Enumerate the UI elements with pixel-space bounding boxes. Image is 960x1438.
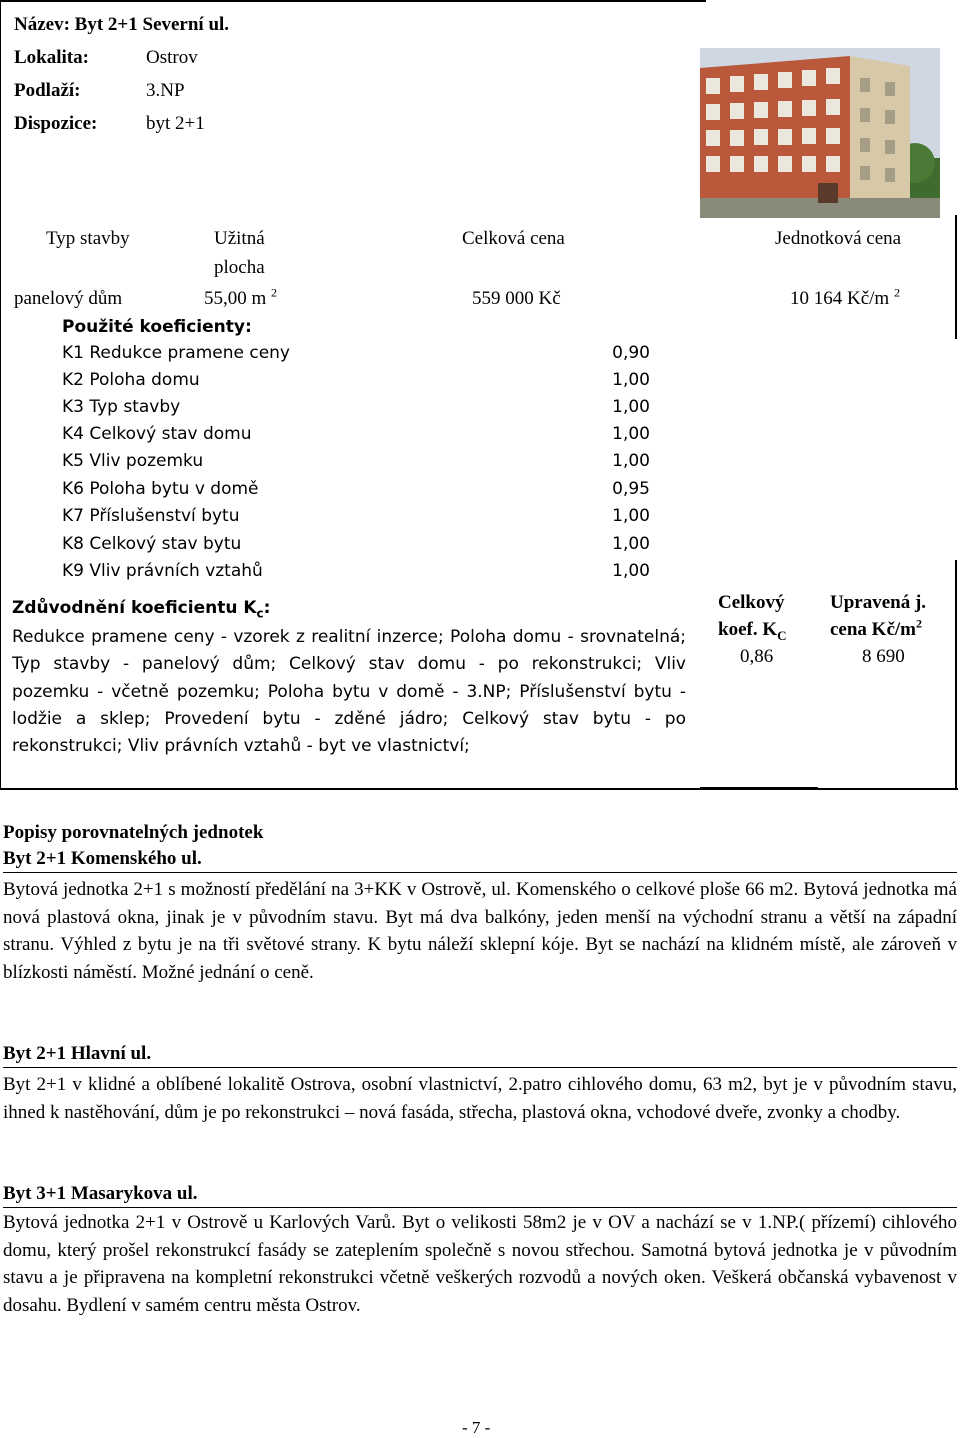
upravena-label-2: cena $Kč/m^2$: [830, 616, 923, 640]
cena-value: 559 000 Kč: [472, 288, 561, 309]
typ-value: panelový dům: [14, 288, 123, 309]
comparable-text-2: Byt 2+1 v klidné a oblíbené lokalitě Ostrova, osobní vlastnictví, 2.patro cihlového domu, 63 m2, byt je v původním stavu, ihned k nastěhování, dům je po rekonstrukci – nová fasáda, střecha, plastová okna, vchodové dveře, zvonky a chodby.: [3, 1074, 957, 1123]
comparable-title-3: Byt 3+1 Masarykova ul.: [3, 1181, 957, 1208]
col-header-typ: Typ stavby: [46, 228, 130, 249]
podlazi-label: Podlaží:: [14, 80, 81, 101]
nazev-label: Název:: [14, 14, 70, 35]
comparable-title-1: Byt 2+1 Komenského ul.: [3, 846, 957, 873]
coef-row: K7 Příslušenství bytu 1,00: [62, 506, 650, 526]
comparable-text-3: Bytová jednotka 2+1 v Ostrově u Karlových Varů. Byt o velikosti 58m2 je v OV a nachází se v 1.NP.( přízemí) cihlového domu, který prošel rekonstrukcí fasády se zateplením společně s novou střechou. Samotná bytová jednotka je v původním stavu a je připravena na kompletní rekonstrukci včetně veškerých rozvodů a nových oken. Veškerá občanská vybavenost v dosahu. Bydlení v samém centru města Ostrov.: [3, 1212, 957, 1316]
frame-right-border: [955, 215, 957, 339]
col-header-celkova: Celková cena: [462, 228, 565, 249]
frame-right-border-lower: [955, 560, 957, 790]
col-header-jednotkova: Jednotková cena: [775, 228, 902, 249]
jednotkova-value: 10 164 Kč/m $^2$: [790, 285, 900, 309]
lokalita-label: Lokalita:: [14, 47, 89, 68]
frame-left-border: [0, 0, 1, 790]
page-number: - 7 -: [462, 1418, 491, 1437]
coef-row: K6 Poloha bytu v domě 0,95: [62, 479, 650, 499]
nazev-value: Byt 2+1 Severní ul.: [74, 14, 230, 35]
upravena-value: 8 690: [862, 646, 905, 667]
col-header-uzitna: Užitná: [214, 228, 265, 249]
comparable-title-2: Byt 2+1 Hlavní ul.: [3, 1041, 957, 1068]
coef-row: K5 Vliv pozemku 1,00: [62, 451, 650, 471]
justification-heading: Zdůvodnění koeficientu $K_c$:: [12, 598, 271, 621]
frame-top-border: [0, 0, 706, 2]
lokalita-value: Ostrov: [146, 47, 198, 68]
comparable-text-1: Bytová jednotka 2+1 s možností předělání na 3+KK v Ostrově, ul. Komenského o celkové ploše 66 m2. Bytová jednotka má nová plastová okna, jinak je v původním stavu. Byt má dva balkóny, jeden menší na východní stranu a větší na západní stranu. Výhled z bytu je na tři světové strany. K bytu náleží sklepní kóje. Byt se nachází na klidném místě, ale zároveň v blízkosti náměstí. Možné jednání o ceně.: [3, 879, 957, 983]
dispozice-label: Dispozice:: [14, 113, 98, 134]
coefficients-heading: Použité koeficienty:: [62, 317, 252, 337]
celkovy-label-1: Celkový: [718, 592, 785, 613]
building-photo-icon: [700, 48, 940, 218]
podlazi-value: 3.NP: [146, 80, 185, 101]
result-underline: [700, 787, 818, 789]
dispozice-value: byt 2+1: [146, 113, 205, 134]
coef-row: K2 Poloha domu 1,00: [62, 370, 650, 390]
coef-row: K3 Typ stavby 1,00: [62, 397, 650, 417]
coef-row: K4 Celkový stav domu 1,00: [62, 424, 650, 444]
coef-row: K1 Redukce pramene ceny 0,90: [62, 343, 650, 363]
justification-text: Redukce pramene ceny - vzorek z realitní inzerce; Poloha domu - srovnatelná; Typ stavby - panelový dům; Celkový stav domu - po rekonstrukci; Vliv pozemku - včetně pozemku; Poloha bytu v domě - 3.NP; Příslušenství bytu - lodžie a sklep; Provedení bytu - zděné jádro; Celkový stav bytu - po rekonstrukci; Vliv právních vztahů - byt ve vlastnictví;: [12, 627, 686, 757]
coef-row: K8 Celkový stav bytu 1,00: [62, 534, 650, 554]
coef-row: K9 Vliv právních vztahů 1,00: [62, 561, 650, 581]
celkovy-label-2: koef. $K_C$: [718, 619, 787, 643]
title-line: [14, 12, 229, 37]
celkovy-value: 0,86: [740, 646, 774, 667]
col-header-plocha: plocha: [214, 257, 265, 278]
comparables-heading: Popisy porovnatelných jednotek: [3, 822, 264, 843]
upravena-label-1: Upravená j.: [830, 592, 927, 613]
plocha-value: 55,00 m $^2$: [204, 285, 278, 309]
